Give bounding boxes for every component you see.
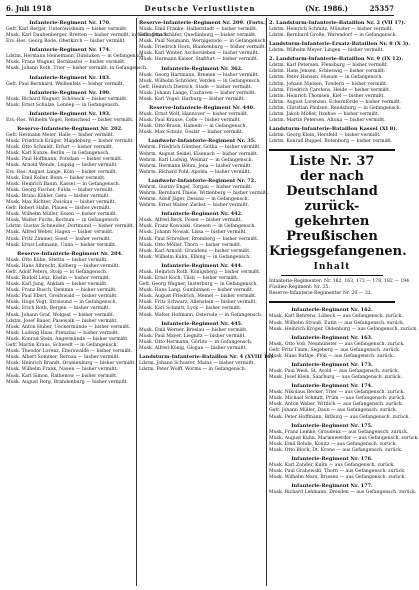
contents-entry: Füsilier-Regiment: Nr. 35. xyxy=(269,285,330,291)
casualty-entry: Gefr. Johann Müller, Daun — aus Gefangensch. zurück. xyxy=(269,408,398,414)
casualty-entry: Musk. Heinrich Kröger, Oldenburg — aus Gefangensch. zurück. xyxy=(269,326,418,332)
casualty-entry: Musk. Konrad Stein, Angermünde — bisher vermißt. xyxy=(6,336,129,342)
casualty-entry: Musk. Alfred König, Glogau — bisher vermißt. xyxy=(139,345,247,351)
casualty-entry: Musk. Hermann Kaiser, Staßfurt — bisher vermißt. xyxy=(139,57,259,63)
casualty-entry: Wehrm. Ernst Walter, Zerbst — bisher vermißt. xyxy=(139,203,249,209)
casualty-entry: Wehrm. Bernhard Thiele, Wittenberg — bisher vermißt. xyxy=(139,190,269,196)
casualty-entry: Musk. Wilhelm Schröder, Verden — in Gefangensch. xyxy=(139,78,261,84)
casualty-entry: Musk. Wilhelm Müller, Essen — bisher vermißt. xyxy=(6,212,118,218)
casualty-entry: Ldstm. Heinrich Schmitz, Münster — bisher vermißt. xyxy=(269,27,394,32)
casualty-entry: Musk. Max Richter, Zwickau — bisher vermißt. xyxy=(6,199,116,205)
casualty-entry: Musk. Rudolf Lenz, Köslin — bisher vermißt. xyxy=(6,276,111,281)
casualty-entry: Musk. Paul Grabowski, Thorn — aus Gefangensch. zurück. xyxy=(269,469,406,475)
casualty-entry: Gefr. Karl Berger, Unteröwisheim — bisher vermißt. xyxy=(6,27,128,32)
casualty-entry: Gefr. Robert Hahn, Plauen — bisher vermißt. xyxy=(6,206,111,212)
casualty-entry: Gefr. Adolf Peters, Stolp — in Gefangensch. xyxy=(6,269,108,275)
section-heading: Infanterie-Regiment Nr. 163. xyxy=(291,334,373,341)
header-date: 6. Juli 1918 xyxy=(6,4,52,13)
casualty-entry: Musk. Karl Daubenberger, Bretten — bisher vermißt, in Gefangensch. xyxy=(6,33,170,39)
casualty-entry: Musk. Hans Rathje, Plön — aus Gefangensch. zurück. xyxy=(269,353,395,359)
casualty-entry: Musk. Ernst Wolf, Hannover — bisher vermißt. xyxy=(139,112,249,118)
casualty-entry: Musk. Emil Rohde, Konitz — aus Gefangensch. zurück. xyxy=(269,441,397,447)
casualty-entry: Ldstm. Bernhard Große, Warendorf — in Gefangensch. xyxy=(269,33,398,39)
casualty-entry: Musk. Fritz Schwarz, Allenstein — bisher vermißt. xyxy=(139,300,257,306)
casualty-entry: Ldstm. Peter Wolff, Worms — in Gefangensch. xyxy=(139,367,247,373)
column-1 xyxy=(6,18,170,586)
casualty-entry: Musk. Hans Lang, Gumbinnen — bisher vermißt. xyxy=(139,288,254,294)
casualty-entry: Musk. Ernst Lehmann, Unna — bisher vermißt. xyxy=(6,242,117,248)
list-title-box xyxy=(269,149,411,303)
page-header xyxy=(6,3,394,16)
casualty-entry: Musk. Alfred Beck, Posen — bisher vermißt. xyxy=(139,218,242,224)
casualty-entry: Musk. Paul Schreiber, Bromberg — bisher vermißt. xyxy=(139,236,259,242)
casualty-entry: Gefr. Otto Schäfer, Quedlinburg — bisher vermißt. xyxy=(139,33,257,39)
column-2 xyxy=(136,18,275,586)
casualty-entry: Musk. Heinrich Roth, Königsberg — bisher vermißt. xyxy=(139,269,261,275)
casualty-entry: Musk. Paul Hoffmann, Potsdam — bisher vermißt. xyxy=(6,157,123,163)
casualty-entry: Musk. Nikolaus Becker, Trier — aus Gefangensch. zurück. xyxy=(269,390,405,396)
casualty-entry: Ldstm. Karl Petersen, Flensburg — bisher vermißt. xyxy=(269,63,389,69)
section-heading: Infanterie-Regiment Nr. 174. xyxy=(291,383,373,390)
casualty-entry: Musk. Franz Wagner, Bernkastel — bisher vermißt. xyxy=(6,60,126,66)
casualty-entry: Musk. Ernst Koch, Tilsit — bisher vermißt. xyxy=(139,276,239,281)
casualty-entry: Musk. Georg Hartmann, Bremen — bisher vermißt. xyxy=(139,72,259,78)
casualty-entry: Musk. Johann Roth, Trier — bisher vermißt, in Gefangensch. xyxy=(6,66,148,72)
casualty-entry: Musk. Otto Block, Dt. Krone — aus Gefangensch. zurück. xyxy=(269,447,403,453)
casualty-entry: Ers.-Res. Georg Bode, Oberkirch — bisher vermißt. xyxy=(6,39,126,45)
casualty-entry: Musk. Karl Schmitt, Lyck — bisher vermißt. xyxy=(139,306,242,312)
casualty-entry: Gefr. Hermann Meier, Halle — bisher vermißt. xyxy=(6,132,115,138)
casualty-entry: Musk. Max Schulz, Goslar — bisher vermißt. xyxy=(139,130,244,136)
header-issue: (Nr. 1986.) xyxy=(305,4,348,13)
casualty-entry: Musk. Otto Schmidt, Erfurt — bisher vermißt. xyxy=(6,145,114,151)
casualty-entry: Ldstm. Johann Schuster, Mainz — bisher vermißt. xyxy=(139,361,255,367)
casualty-entry: Ldstm. Heinrich Thomsen, Kiel — bisher vermißt. xyxy=(269,93,385,99)
casualty-entry: Musk. Johann Nowak, Lissa — bisher vermißt. xyxy=(139,230,247,236)
casualty-entry: Musk. Theodor Lorenz, Eberswalde — bisher vermißt. xyxy=(6,349,133,355)
section-heading: Infanterie-Regiment Nr. 362. xyxy=(161,65,243,72)
casualty-entry: Musk. Wilhelm Kuhn, Elbing — in Gefangensch. xyxy=(139,254,251,260)
list-title-line-4: Kriegsgefangenen. xyxy=(269,244,407,260)
casualty-entry: Ldstm. August Lorenzen, Eckernförde — bisher vermißt. xyxy=(269,99,402,105)
list-title-line-1: Liste Nr. 37 xyxy=(289,154,375,170)
casualty-entry: Musk. Karl Kunze, Berlin — in Gefangensch. xyxy=(6,151,110,157)
casualty-entry: Wehrm. Richard Pohl, Apolda — bisher vermißt. xyxy=(139,169,251,175)
contents-list xyxy=(269,279,411,297)
casualty-entry: Wehrm. Gustav Engel, Torgau — bisher vermißt. xyxy=(139,184,253,190)
casualty-entry: Musk. Karl Zander, Kulm — aus Gefangensch. zurück. xyxy=(269,463,395,468)
contents-divider xyxy=(281,275,383,276)
section-heading: Infanterie-Regiment Nr. 190. xyxy=(29,89,111,96)
section-heading: Infanterie-Regiment Nr. 442. xyxy=(161,211,243,218)
casualty-entry: Ldstm. Peter Hansen, Husum — in Gefangensch. xyxy=(269,75,383,81)
section-heading: Infanterie-Regiment Nr. 162. xyxy=(291,307,373,314)
casualty-entry: Musk. Heinrich Baum, Kassel — in Gefangensch. xyxy=(6,181,121,187)
casualty-entry: Musk. Paul Weiß, St. Avold — aus Gefangensch. zurück. xyxy=(269,368,400,374)
casualty-entry: Musk. Karl Arnold, Graudenz — bisher vermißt. xyxy=(139,248,251,254)
casualty-entry: Musk. Paul Ebert, Greifswald — bisher vermißt. xyxy=(6,294,118,300)
casualty-entry: Musk. Wilhelm Strauß, Eutin — aus Gefangensch. zurück. xyxy=(269,320,405,326)
casualty-entry: Musk. Friedrich Krüger, Magdeburg — bisher vermißt. xyxy=(6,139,135,145)
section-heading: Infanterie-Regiment Nr. 174. xyxy=(29,47,111,54)
contents-entry: Reserve-Infanterie-Regimenter Nr. 20 — 32. xyxy=(269,291,373,297)
casualty-entry: Gefr. Heinrich Dietrich, Stade — bisher vermißt. xyxy=(139,84,253,90)
casualty-entry: Musk. Franz Busch, Demmin — bisher vermißt. xyxy=(6,288,117,294)
section-heading: Reserve-Infanterie-Regiment Nr. 204. xyxy=(17,250,123,257)
casualty-entry: Ers.-Res. Wilhelm Vogel, Remscheid — bisher vermißt. xyxy=(6,117,134,123)
casualty-entry: Musk. Wilhelm Marx, Briesen — aus Gefangensch. zurück. xyxy=(269,475,406,481)
casualty-entry: Gefr. Paul Bernhard, Weißenfels — bisher vermißt. xyxy=(6,81,125,87)
casualty-entry: Ldstm. Hermann Heinemann, Dinslaken — in Gefangensch. xyxy=(6,54,145,60)
casualty-entry: Wehrm. August Seidel, Eisenach — bisher vermißt. xyxy=(139,151,259,157)
casualty-entry: Musk. Paul Neumann, Wernigerode — in Gefangensch. xyxy=(139,39,267,45)
casualty-entry: Musk. Richard Lehmann, Dresden — aus Gefangensch. zurück. xyxy=(269,490,417,496)
section-heading: Landwehr-Infanterie-Regiment Nr. 35. xyxy=(148,138,256,145)
section-heading: Reserve-Infanterie-Regiment Nr. 209. (Forts.) xyxy=(139,20,268,26)
casualty-entry: Musk. Alfred Weber, Hagen — bisher vermißt. xyxy=(6,230,114,236)
casualty-entry: Musk. August Kuhn, Marienwerder — aus Gefangensch. zurück. xyxy=(269,435,419,441)
column-3-bottom xyxy=(269,307,419,496)
header-page-number: 25357 xyxy=(369,4,394,13)
section-heading: 2. Landsturm-Infanterie-Bataillon Nr. 2 (VII 17). xyxy=(269,20,406,26)
casualty-entry: Gefr. Georg Wagner, Insterburg — in Gefangensch. xyxy=(139,282,258,288)
section-heading: Landwehr-Infanterie-Regiment Nr. 72. xyxy=(148,177,256,184)
section-heading: Infanterie-Regiment Nr. 445. xyxy=(161,320,243,327)
casualty-entry: Ldstm. Johann Nielsen, Tondern — bisher vermißt. xyxy=(269,81,388,87)
casualty-entry: Musk. Karl Simon, Rathenow — bisher vermißt. xyxy=(6,373,118,379)
casualty-entry: Musk. Johann Graf, Wolgast — bisher vermißt. xyxy=(6,312,115,318)
list-title-line-3: gekehrten Preußischen xyxy=(286,214,378,245)
casualty-entry: Ldstm. Jakob Möller, Itzehoe — bisher vermißt. xyxy=(269,112,380,118)
casualty-entry: Musk. August Berg, Brandenburg — bisher vermißt. xyxy=(6,379,128,385)
casualty-entry: Ldstm. Georg Klein, Hersfeld — bisher vermißt. xyxy=(269,133,381,139)
casualty-entry: Musk. Friedrich Horn, Blankenburg — bisher vermißt. xyxy=(139,45,267,51)
casualty-entry: Musk. Anton Huber, Ueckermünde — bisher vermißt. xyxy=(6,324,131,330)
casualty-entry: Musk. Erich Roth, Bergen — bisher vermißt. xyxy=(6,306,110,312)
casualty-entry: Musk. Heinrich Brandt, Oranienburg — bisher vermißt. xyxy=(6,361,136,367)
casualty-entry: Wehrm. Karl Ludwig, Weimar — in Gefangensch. xyxy=(139,157,253,163)
contents-entry: Infanterie-Regimenter: Nr. 162, 163, 173 — 178, 182 — 194. xyxy=(269,279,411,285)
section-heading: Infanterie-Regiment Nr. 177. xyxy=(291,483,373,490)
casualty-entry: Ldstm. Friedrich Carstens, Heide — bisher vermißt. xyxy=(269,87,391,93)
casualty-entry: Musk. Emil Keller, Bonn — bisher vermißt. xyxy=(6,175,106,181)
casualty-entry: Wehrm. Hermann Böhm, Jena — bisher vermißt. xyxy=(139,163,252,169)
casualty-entry: Musk. Wilhelm Frank, Nauen — bisher vermißt. xyxy=(6,367,118,373)
header-title: Deutsche Verlustlisten xyxy=(144,4,256,13)
casualty-entry: Musk. Hugo Vogt, Stralsund — in Gefangensch. xyxy=(6,300,117,306)
casualty-entry: Musk. Walter Hofmann, Osterode — in Gefangensch. xyxy=(139,312,263,318)
section-heading: Reserve-Infanterie-Regiment Nr. 202. xyxy=(17,125,123,132)
section-heading: 2. Landsturm-Infanterie-Bataillon Nr. 9 (IX 12). xyxy=(269,56,404,63)
column-3-top xyxy=(269,20,411,145)
section-heading: Reserve-Infanterie-Regiment Nr. 440. xyxy=(149,105,255,112)
casualty-entry: Musk. Walter Fuchs, Bochum — in Gefangensch. xyxy=(6,218,120,224)
casualty-entry: Musk. Otto Kühn, Stettin — bisher vermißt. xyxy=(6,257,108,263)
casualty-entry: Ldstm. Gustav Schneider, Dortmund — bisher vermißt. xyxy=(6,224,135,230)
casualty-entry: Musk. Richard Wagner, Schöneck — bisher vermißt. xyxy=(6,96,128,102)
casualty-entry: Musk. Otto Voß, Neumünster — aus Gefangensch. zurück. xyxy=(269,341,405,347)
casualty-entry: Ldstm. Konrad Ruppel, Rotenburg — bisher vermißt. xyxy=(269,139,393,145)
casualty-entry: Gefr. Fritz Timm, Segeberg — aus Gefangensch. zurück. xyxy=(269,347,401,353)
casualty-entry: Musk. Paul Krause, Celle — bisher vermißt. xyxy=(139,118,241,124)
section-heading: Infanterie-Regiment Nr. 173. xyxy=(291,361,373,368)
casualty-entry: Musk. Karl Jung, Anklam — bisher vermißt. xyxy=(6,282,108,288)
casualty-entry: Ldstm. Hans Jensen, Schleswig — bisher vermißt. xyxy=(269,69,386,75)
casualty-entry: Ldstm. Christian Paulsen, Rendsburg — in Gefangensch. xyxy=(269,105,402,111)
section-heading: Infanterie-Regiment Nr. 193. xyxy=(29,110,111,117)
section-heading: Landsturm-Infanterie-Ersatz-Bataillon Nr. 8 (X 3). xyxy=(269,41,411,48)
column-3 xyxy=(266,18,419,586)
casualty-entry: Musk. Franz Lemke, Graudenz — aus Gefangensch. zurück. xyxy=(269,429,409,435)
casualty-entry: Musk. Josef Klein, Saarburg — aus Gefangensch. zurück. xyxy=(269,375,402,381)
casualty-entry: Musk. Michael Schmitt, Prüm — aus Gefangensch. zurück. xyxy=(269,396,407,402)
section-heading: Infanterie-Regiment Nr. 175. xyxy=(291,422,373,429)
casualty-entry: Gefr. Martin Kraus, Schwedt — in Gefangensch. xyxy=(6,343,118,349)
casualty-entry: Musk. Otto Braun, Hameln — in Gefangensch. xyxy=(139,124,247,130)
casualty-entry: Musk. Otto Möller, Thorn — bisher vermißt. xyxy=(139,242,242,248)
casualty-entry: Musk. Hans Albrecht, Kolberg — bisher vermißt. xyxy=(6,263,120,269)
casualty-entry: Musk. Ludwig Haas, Prenzlau — bisher vermißt. xyxy=(6,330,120,336)
casualty-entry: Musk. Karl Winter, Aschersleben — bisher vermißt. xyxy=(139,51,259,57)
casualty-entry: Ldstm. Wilhelm Meyer, Lingen — bisher vermißt. xyxy=(269,48,384,54)
casualty-entry: Musk. Karl Behrens, Lübeck — aus Gefangensch. zurück. xyxy=(269,314,403,320)
casualty-entry: Musk. Fritz Zimmer, Soest — bisher vermißt. xyxy=(6,236,112,242)
section-heading: Landsturm-Infanterie-Bataillon Nr. 4 (XVIII 16). xyxy=(139,354,275,361)
section-heading: Landsturm-Infanterie-Bataillon Kassel (XI 8). xyxy=(269,126,398,133)
section-heading: Infanterie-Regiment Nr. 444. xyxy=(161,262,243,269)
casualty-entry: Musk. Arnold Wende, Leipzig — bisher vermißt. xyxy=(6,163,118,169)
casualty-entry: Wehrm. Friedrich Günther, Gotha — bisher vermißt. xyxy=(139,145,261,151)
casualty-entry: Musk. Peter Hoffmann, Bitburg — aus Gefangensch. zurück. xyxy=(269,414,410,420)
casualty-entry: Ers.-Res. August Lange, Köln — bisher vermißt. xyxy=(6,169,118,175)
casualty-entry: Musk. Emil Werner, Breslau — bisher vermißt. xyxy=(139,327,248,333)
casualty-entry: Musk. Paul Mayer, Liegnitz — bisher vermißt. xyxy=(139,333,246,339)
section-heading: Infanterie-Regiment Nr. 176. xyxy=(291,456,373,462)
casualty-entry: Musk. Karl Vogel, Harburg — bisher vermißt. xyxy=(139,96,246,102)
casualty-entry: Musk. Anton Weber, Wittlich — aus Gefangensch. zurück. xyxy=(269,402,404,408)
casualty-entry: Musk. Bruno Köhler, Gera — bisher vermißt. xyxy=(6,193,110,199)
casualty-entry: Musk. Emil Franke, Halberstadt — bisher vermißt. xyxy=(139,27,258,32)
casualty-entry: Musk. Georg Fischer, Fulda — bisher vermißt. xyxy=(6,187,114,193)
section-heading: Infanterie-Regiment Nr. 170. xyxy=(29,20,111,26)
section-heading: Infanterie-Regiment Nr. 183. xyxy=(29,74,111,81)
casualty-entry: Musk. August Friedrich, Memel — bisher vermißt. xyxy=(139,294,257,300)
casualty-entry: Ldstm. Josef Bauer, Pasewalk — bisher vermißt. xyxy=(6,318,118,324)
casualty-entry: Musk. Albert Sommer, Bernau — bisher vermißt. xyxy=(6,355,120,361)
casualty-entry: Musk. Ernst Schulze, Lennep — in Gefangensch. xyxy=(6,102,120,108)
casualty-entry: Musk. Franz Kowalski, Gnesen — in Gefangensch. xyxy=(139,224,256,230)
casualty-entry: Musk. Johann Lange, Cuxhaven — bisher vermißt. xyxy=(139,90,257,96)
casualty-entry: Ldstm. Martin Petersen, Altona — bisher vermißt. xyxy=(269,118,386,124)
casualty-entry: Wehrm. Adolf Jäger, Dessau — in Gefangensch. xyxy=(139,197,249,203)
contents-heading: Inhalt xyxy=(313,262,351,273)
list-title-line-2: der nach Deutschland zurück- xyxy=(286,169,378,215)
casualty-entry: Musk. Otto Hermann, Görlitz — in Gefangensch. xyxy=(139,339,253,345)
